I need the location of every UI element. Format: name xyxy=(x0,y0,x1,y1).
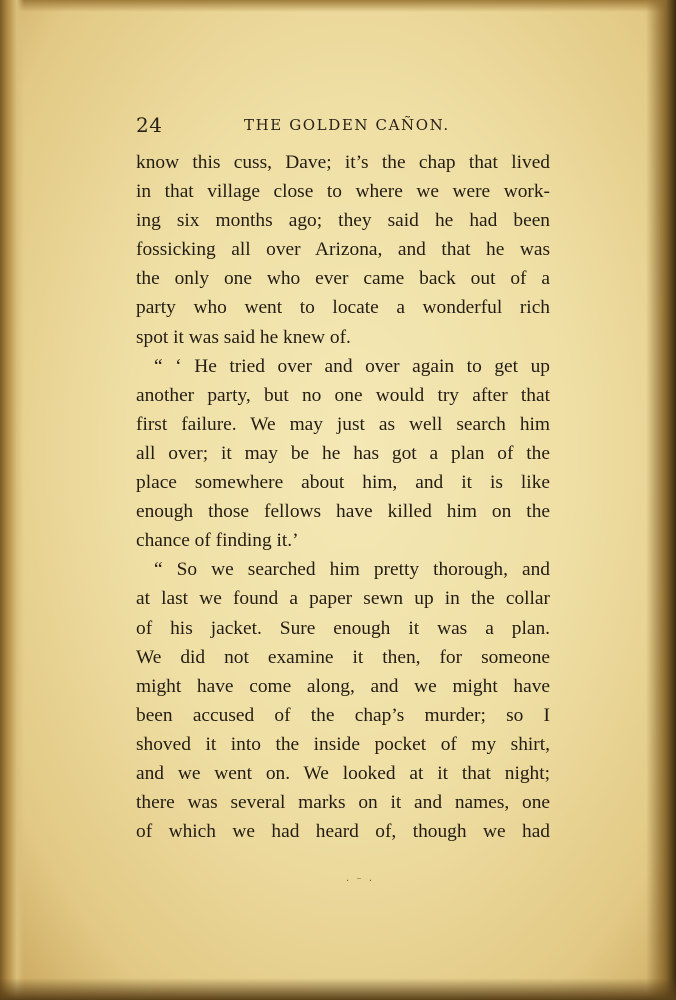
page-bottom-edge-shadow xyxy=(0,978,676,1000)
text-line: been accused of the chap’s murder; so I xyxy=(136,704,550,726)
text-line: place somewhere about him, and it is like xyxy=(136,472,550,494)
text-line: fossicking all over Arizona, and that he was xyxy=(136,239,550,261)
text-line: spot it was said he knew of. xyxy=(136,326,351,348)
text-line: chance of finding it.’ xyxy=(136,530,299,552)
text-line: “ So we searched him pretty thorough, and xyxy=(154,559,550,581)
text-line: all over; it may be he has got a plan of the xyxy=(136,442,550,464)
running-title: THE GOLDEN CAÑON. xyxy=(244,116,450,134)
text-line: enough those fellows have killed him on the xyxy=(136,501,550,523)
text-line: of his jacket. Sure enough it was a plan. xyxy=(136,617,550,639)
page-top-edge xyxy=(0,0,676,12)
text-line: first failure. We may just as well search him xyxy=(136,413,550,435)
page-binding-edge xyxy=(0,0,24,1000)
text-line: “ ‘ He tried over and over again to get up xyxy=(154,355,550,377)
page-right-edge-shadow xyxy=(646,0,676,1000)
body-text xyxy=(136,148,550,846)
text-line: the only one who ever came back out of a xyxy=(136,268,550,290)
running-header xyxy=(136,113,550,141)
page-number: 24 xyxy=(136,113,163,137)
text-line: We did not examine it then, for someone xyxy=(136,646,550,668)
text-line: of which we had heard of, though we had xyxy=(136,821,550,843)
text-line: in that village close to where we were work- xyxy=(136,181,550,203)
printer-mark: · ⁻ · xyxy=(346,876,374,887)
text-line: shoved it into the inside pocket of my shirt, xyxy=(136,733,550,755)
text-line: might have come along, and we might have xyxy=(136,675,550,697)
text-line: know this cuss, Dave; it’s the chap that lived xyxy=(136,152,550,173)
text-line: and we went on. We looked at it that night; xyxy=(136,762,550,784)
text-line: party who went to locate a wonderful rich xyxy=(136,297,550,319)
text-line: ing six months ago; they said he had been xyxy=(136,210,550,232)
text-line: another party, but no one would try after that xyxy=(136,384,550,406)
text-line: there was several marks on it and names, one xyxy=(136,792,550,814)
text-line: at last we found a paper sewn up in the collar xyxy=(136,588,550,610)
